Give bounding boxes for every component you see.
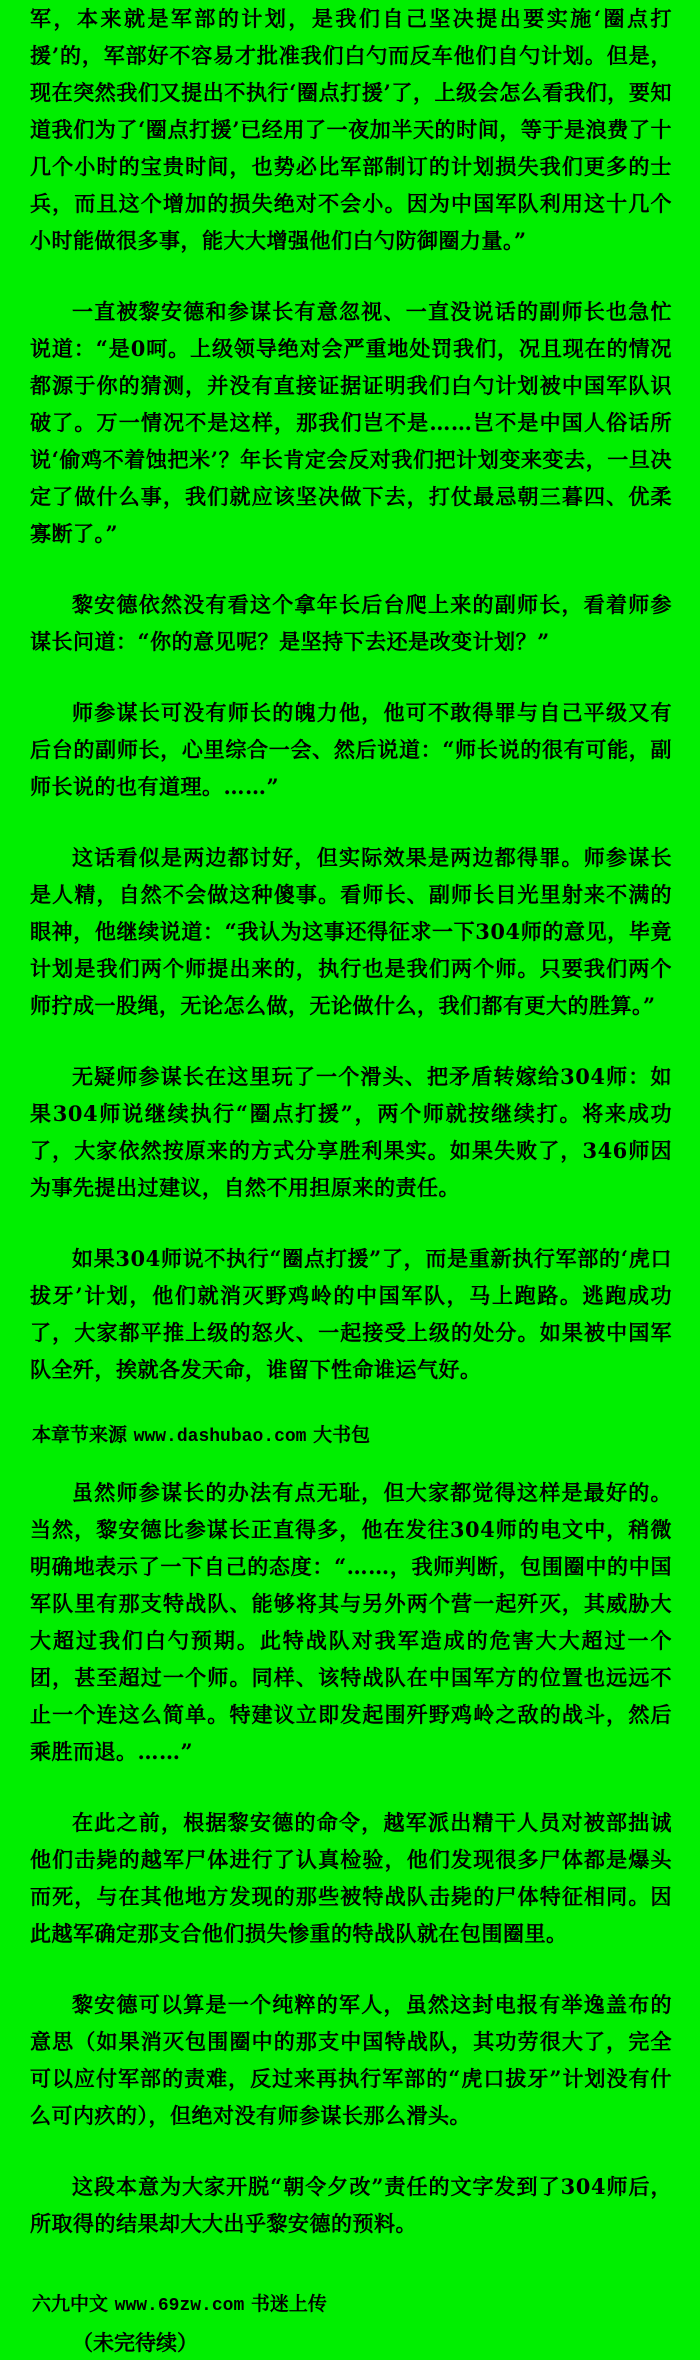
paragraph: 黎安德依然没有看这个拿年长后台爬上来的副师长，看着师参谋长问道：“你的意见呢？是坚持下去还是改变计划？” [30,592,672,654]
paragraph: 虽然师参谋长的办法有点无耻，但大家都觉得这样是最好的。当然，黎安德比参谋长正直得多，他在发往304师的电文中，稍微明确地表示了一下自己的态度：“……，我师判断，包围圈中的中国军队里有那支特战队、能够将其与另外两个营一起歼灭，其威胁大大超过我们白勺预期。此特战队对我军造成的危害大大超过一个团，甚至超过一个师。同样、该特战队在中国军方的位置也远远不止一个连这么简单。特建议立即发起围歼野鸡岭之敌的战斗，然后乘胜而退。……” [30,1480,672,1764]
source-label: 本章节来源 [32,1424,128,1446]
footer-url[interactable]: www.69zw.com [114,2296,245,2316]
paragraph: 这话看似是两边都讨好，但实际效果是两边都得罪。师参谋长是人精，自然不会做这种傻事。看师长、副师长目光里射来不满的眼神，他继续说道：“我认为这事还得征求一下304师的意见，毕竟计划是我们两个师提出来的，执行也是我们两个师。只要我们两个师拧成一股绳，无论怎么做，无论做什么，我们都有更大的胜算。” [30,845,672,1018]
paragraph: 这段本意为大家开脱“朝令夕改”责任的文字发到了304师后，所取得的结果却大大出乎黎安德的预料。 [30,2174,672,2236]
continued-note: （未完待续） [72,2330,198,2355]
footer-attribution [30,2288,672,2322]
paragraph: 师参谋长可没有师长的魄力他，他可不敢得罪与自己平级又有后台的副师长，心里综合一会、然后说道：“师长说的很有可能，副师长说的也有道理。……” [30,700,672,799]
source-attribution [30,1422,672,1450]
footer-site-label: 六九中文 [32,2293,109,2315]
footer-uploader: 书迷上传 [250,2293,327,2315]
source-site-name: 大书包 [313,1424,371,1446]
paragraph: 黎安德可以算是一个纯粹的军人，虽然这封电报有举逸盖布的意思（如果消灭包围圈中的那支中国特战队，其功劳很大了，完全可以应付军部的责难，反过来再执行军部的“虎口拔牙”计划没有什么可内疚的），但绝对没有师参谋长那么滑头。 [30,1992,672,2128]
paragraph: 在此之前，根据黎安德的命令，越军派出精干人员对被部拙诚他们击毙的越军尸体进行了认真检验，他们发现很多尸体都是爆头而死，与在其他地方发现的那些被特战队击毙的尸体特征相同。因此越军确定那支合他们损失惨重的特战队就在包围圈里。 [30,1810,672,1946]
spacer [30,2276,672,2282]
source-url[interactable]: www.dashubao.com [133,1427,307,1447]
paragraph: 如果304师说不执行“圈点打援”了，而是重新执行军部的‘虎口拔牙’计划，他们就消灭野鸡岭的中国军队，马上跑路。逃跑成功了，大家都平推上级的怒火、一起接受上级的处分。如果被中国军队全歼，挨就各发天命，谁留下性命谁运气好。 [30,1246,672,1382]
paragraph: 无疑师参谋长在这里玩了一个滑头、把矛盾转嫁给304师：如果304师说继续执行“圈点打援”，两个师就按继续打。将来成功了，大家依然按原来的方式分享胜利果实。如果失败了，346师因为事先提出过建议，自然不用担原来的责任。 [30,1064,672,1200]
paragraph: 一直被黎安德和参谋长有意忽视、一直没说话的副师长也急忙说道：“是0呵。上级领导绝对会严重地处罚我们，况且现在的情况都源于你的猜测，并没有直接证据证明我们白勺计划被中国军队识破了。万一情况不是这样，那我们岂不是……岂不是中国人俗话所说‘偷鸡不着蚀把米’？年长肯定会反对我们把计划变来变去，一旦决定了做什么事，我们就应该坚决做下去，打仗最忌朝三暮四、优柔寡断了。” [30,299,672,546]
paragraph: 军，本来就是军部的计划，是我们自己坚决提出要实施‘圈点打援’的，军部好不容易才批准我们白勺而反车他们自勺计划。但是，现在突然我们又提出不执行‘圈点打援’了，上级会怎么看我们，要知道我们为了‘圈点打援’已经用了一夜加半天的时间，等于是浪费了十几个小时的宝贵时间，也势必比军部制订的计划损失我们更多的士兵，而且这个增加的损失绝对不会小。因为中国军队利用这十几个小时能做很多事，能大大增强他们白勺防御圈力量。” [30,6,672,253]
